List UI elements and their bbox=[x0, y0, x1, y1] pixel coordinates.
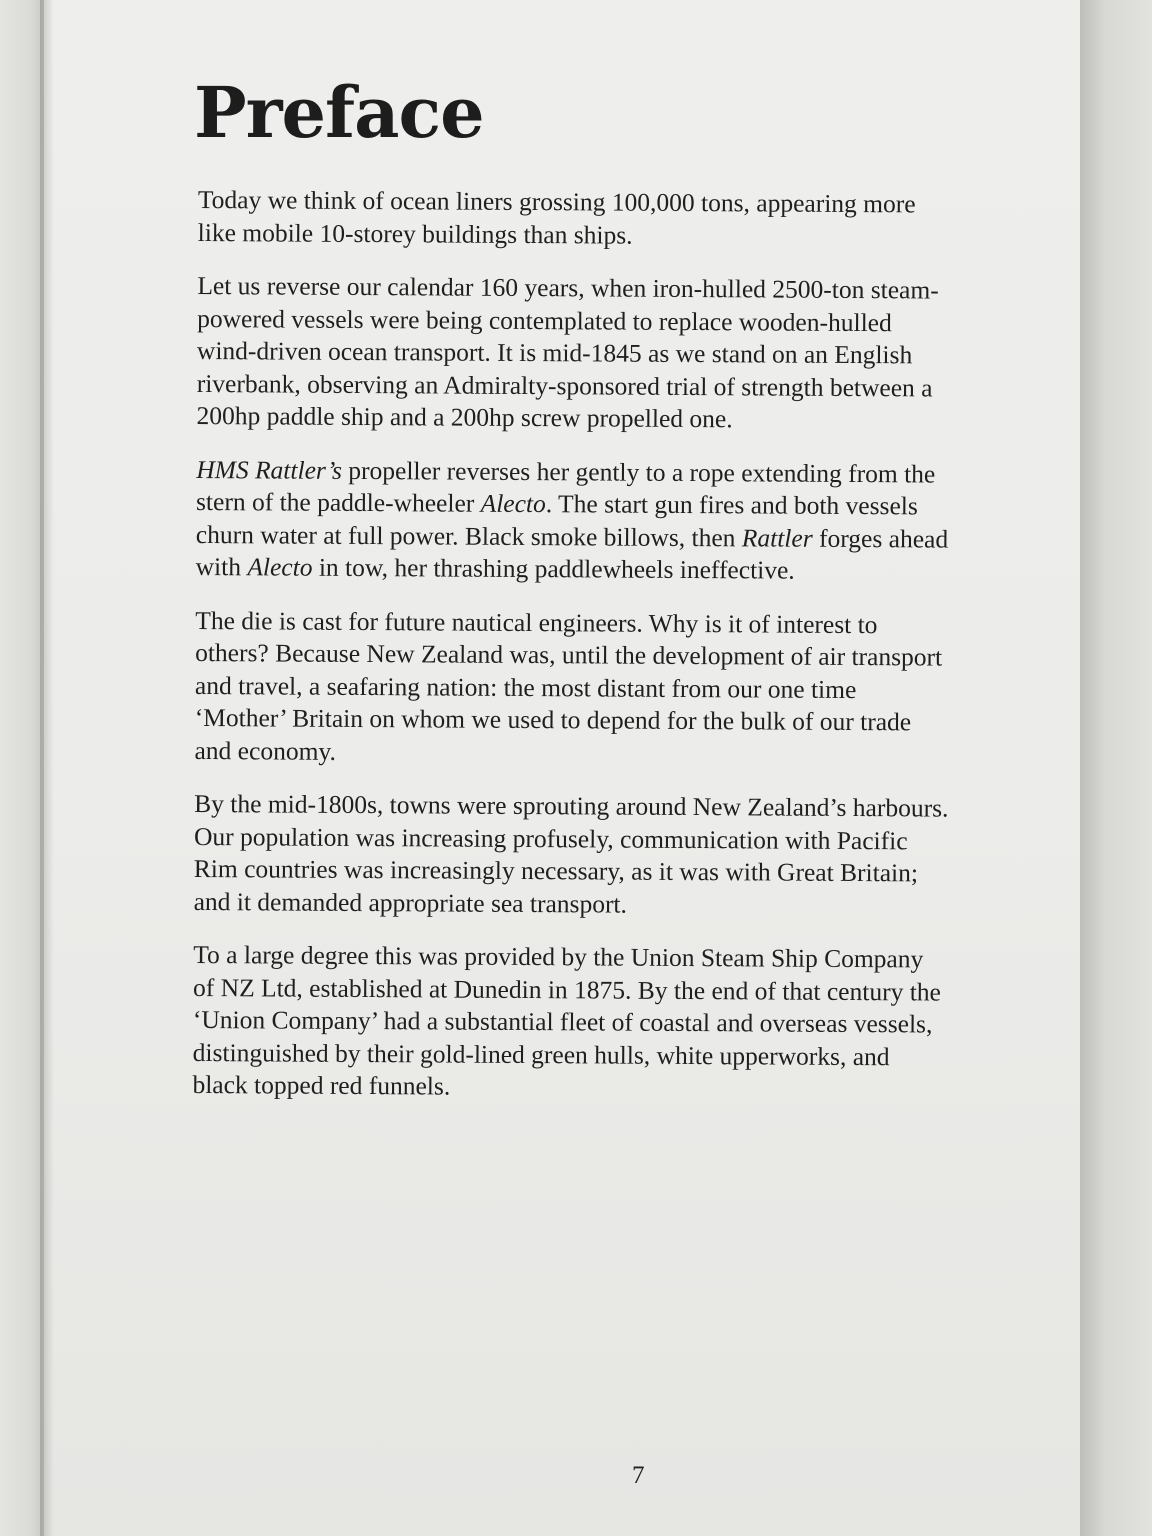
text-line: black topped red funnels. bbox=[192, 1069, 451, 1101]
text-run: in tow, her thrashing paddlewheels ineffective. bbox=[312, 552, 795, 585]
text-line bbox=[196, 551, 1066, 589]
text-line: like mobile 10-storey buildings than ships. bbox=[197, 217, 633, 250]
text-line: of NZ Ltd, established at Dunedin in 1875. By the end of that century the bbox=[193, 972, 942, 1007]
text-line: ‘Mother’ Britain on whom we used to depend for the bulk of our trade bbox=[194, 702, 912, 737]
text-line: 200hp paddle ship and a 200hp screw propelled one. bbox=[196, 400, 733, 434]
text-line bbox=[196, 518, 1066, 556]
book-page bbox=[44, 0, 1096, 1536]
text-line: Today we think of ocean liners grossing 100,000 tons, appearing more bbox=[197, 184, 916, 219]
paragraph bbox=[192, 939, 1063, 1107]
text-line: wind-driven ocean transport. It is mid-1845 as we stand on an English bbox=[196, 335, 913, 370]
spine-shadow bbox=[40, 0, 54, 1536]
text-line: The die is cast for future nautical engineers. Why is it of interest to bbox=[195, 605, 878, 639]
text-line: and it demanded appropriate sea transport. bbox=[193, 886, 628, 919]
text-line: Let us reverse our calendar 160 years, when iron-hulled 2500-ton steam- bbox=[197, 270, 939, 305]
text-run: propeller reverses her gently to a rope extending from the bbox=[341, 455, 936, 489]
page-title: Preface bbox=[194, 71, 484, 154]
page-number: 7 bbox=[632, 1462, 645, 1489]
paragraph bbox=[196, 270, 1067, 438]
paragraph bbox=[198, 184, 1068, 254]
italic-ship-name: Alecto bbox=[247, 552, 313, 582]
text-line: By the mid-1800s, towns were sprouting around New Zealand’s harbours. bbox=[194, 788, 949, 823]
text-run: stern of the paddle-wheeler bbox=[195, 486, 481, 518]
text-line: others? Because New Zealand was, until the development of air transport bbox=[195, 637, 943, 672]
text-line: powered vessels were being contemplated to replace wooden-hulled bbox=[197, 303, 892, 337]
text-run: . The start gun fires and both vessels bbox=[545, 489, 918, 521]
text-line: Rim countries was increasingly necessary, as it was with Great Britain; bbox=[193, 853, 919, 888]
text-line bbox=[196, 486, 1066, 524]
paragraph bbox=[194, 604, 1065, 772]
italic-ship-name: HMS Rattler’s bbox=[196, 454, 343, 485]
paragraph bbox=[196, 453, 1067, 588]
text-run: forges ahead bbox=[812, 523, 949, 554]
preface-body bbox=[192, 184, 1068, 1128]
text-line: To a large degree this was provided by the Union Steam Ship Company bbox=[193, 939, 924, 974]
italic-ship-name: Alecto bbox=[480, 488, 546, 519]
text-line: and economy. bbox=[194, 735, 337, 766]
text-line: Our population was increasing profusely, communication with Pacific bbox=[193, 821, 908, 855]
text-line: and travel, a seafaring nation: the most distant from our one time bbox=[194, 670, 857, 704]
previous-page-edge bbox=[0, 0, 44, 1536]
text-line: distinguished by their gold-lined green hulls, white upperworks, and bbox=[192, 1037, 890, 1071]
italic-ship-name: Rattler bbox=[741, 522, 813, 553]
text-line bbox=[196, 453, 1066, 491]
text-line: riverbank, observing an Admiralty-sponsored trial of strength between a bbox=[196, 368, 933, 402]
background-surface bbox=[1080, 0, 1152, 1536]
text-line: ‘Union Company’ had a substantial fleet of coastal and overseas vessels, bbox=[192, 1004, 933, 1039]
paragraph bbox=[194, 788, 1065, 923]
text-run: with bbox=[195, 551, 248, 582]
text-run: churn water at full power. Black smoke billows, then bbox=[195, 519, 742, 552]
